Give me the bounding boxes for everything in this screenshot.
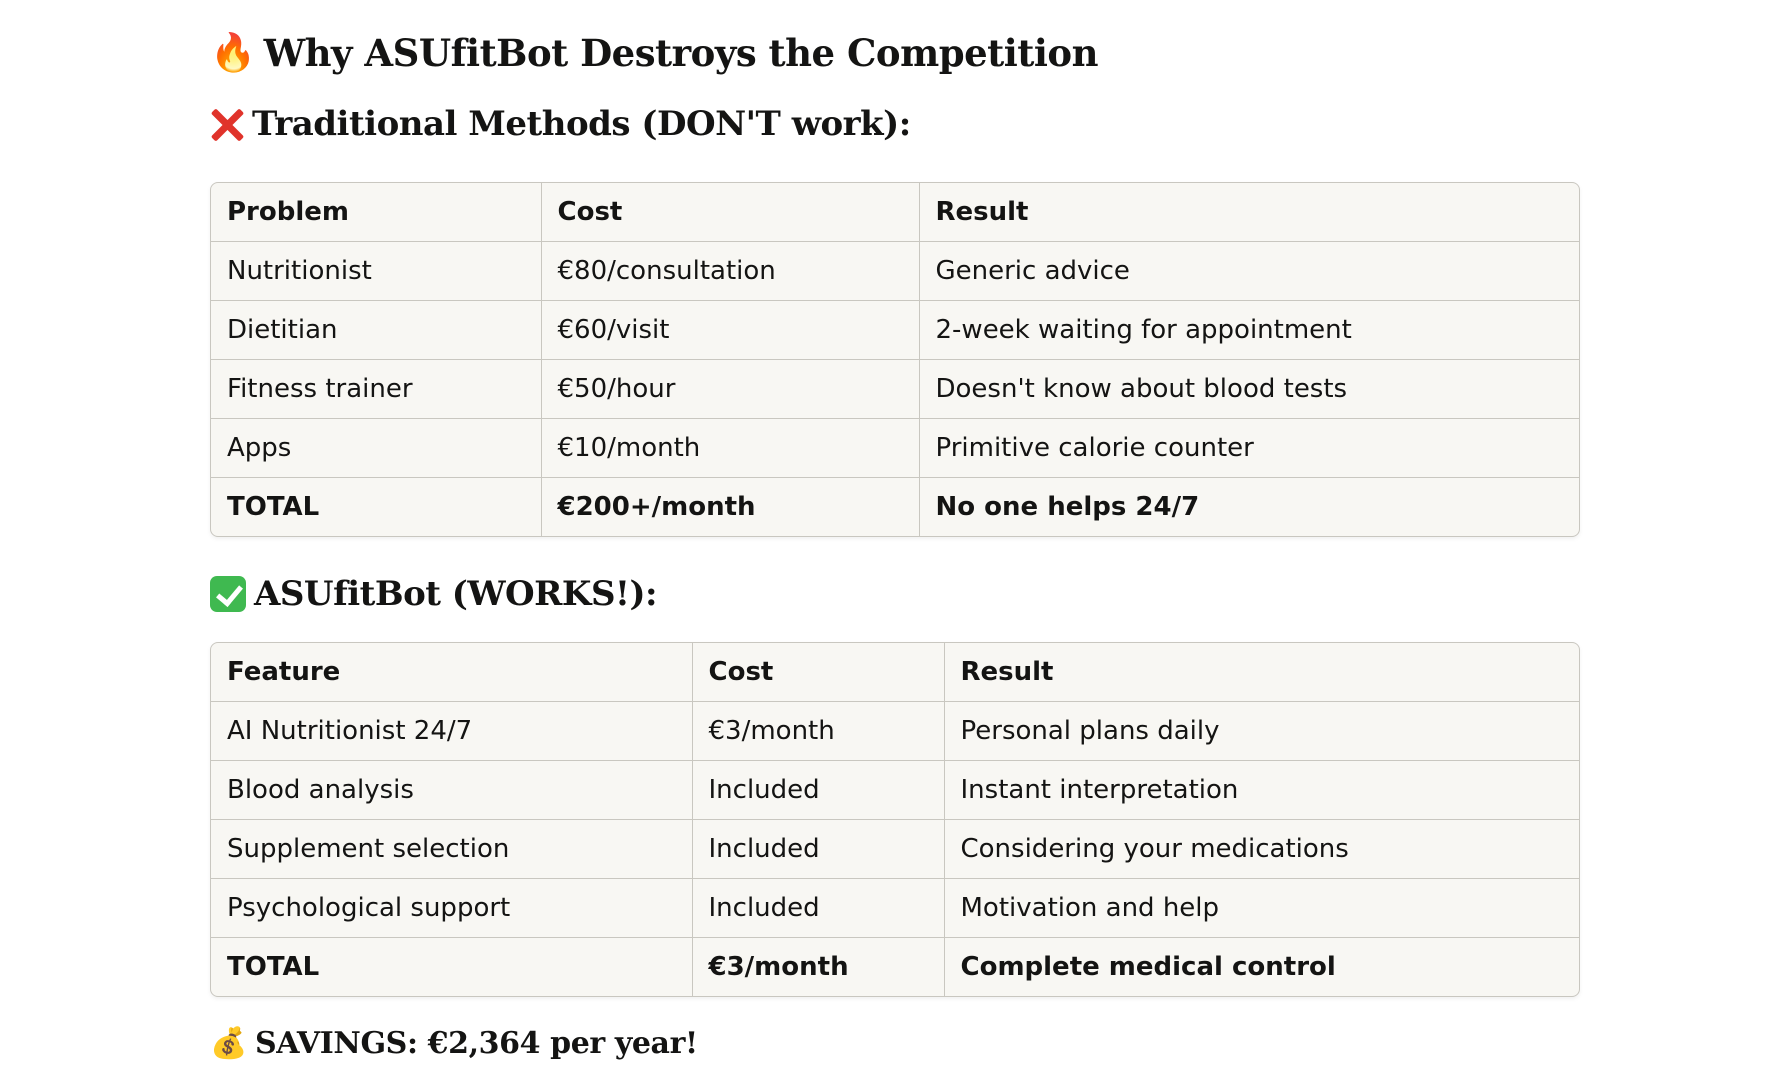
traditional-heading-text: Traditional Methods (DON'T work): (252, 104, 911, 144)
asufitbot-heading-text: ASUfitBot (WORKS!): (254, 574, 658, 614)
table-cell: €3/month (692, 938, 944, 997)
fire-icon: 🔥 (210, 30, 256, 74)
traditional-heading (210, 104, 911, 144)
table-cell: Supplement selection (211, 820, 692, 879)
table-cell: €10/month (541, 419, 919, 478)
table-cell: Instant interpretation (944, 761, 1579, 820)
table-cell: TOTAL (211, 478, 541, 537)
table-row (211, 419, 1579, 478)
table-row (211, 761, 1579, 820)
table-cell: No one helps 24/7 (935, 492, 1200, 522)
check-mark-icon (210, 576, 246, 612)
savings-text: SAVINGS: €2,364 per year! (254, 1026, 698, 1061)
table-cell: Blood analysis (211, 761, 692, 820)
column-header: Feature (211, 643, 692, 702)
table-cell: Doesn't know about blood tests (919, 360, 1579, 419)
savings-line (210, 1026, 698, 1061)
table-row (211, 242, 1579, 301)
table-cell: Fitness trainer (211, 360, 541, 419)
table-total-row (211, 938, 1579, 997)
column-header: Problem (211, 183, 541, 242)
table-cell: TOTAL (211, 938, 692, 997)
traditional-table (210, 182, 1580, 537)
table-cell: Apps (211, 419, 541, 478)
table-cell: €200+/month (541, 478, 919, 537)
table-cell: €50/hour (541, 360, 919, 419)
column-header: Cost (541, 183, 919, 242)
table-cell: €60/visit (541, 301, 919, 360)
page-title-text: Why ASUfitBot Destroys the Competition (263, 30, 1098, 75)
table-cell: Psychological support (211, 879, 692, 938)
column-header: Result (944, 643, 1579, 702)
table-header-row (211, 183, 1579, 242)
table-cell: €3/month (692, 702, 944, 761)
table-cell: Included (692, 820, 944, 879)
table-row (211, 360, 1579, 419)
table-cell: Considering your medications (944, 820, 1579, 879)
page-title (210, 30, 1098, 75)
table-cell: AI Nutritionist 24/7 (211, 702, 692, 761)
cross-mark-icon (210, 107, 244, 141)
table-cell: Included (692, 761, 944, 820)
table-cell: Complete medical control (960, 952, 1336, 982)
table-cell: Generic advice (919, 242, 1579, 301)
table-cell: €80/consultation (541, 242, 919, 301)
table-row (211, 879, 1579, 938)
table-cell: Dietitian (211, 301, 541, 360)
table-cell: Motivation and help (944, 879, 1579, 938)
table-row (211, 702, 1579, 761)
table-cell: 2-week waiting for appointment (919, 301, 1579, 360)
table-total-row (211, 478, 1579, 537)
column-header: Cost (692, 643, 944, 702)
table-cell: Personal plans daily (944, 702, 1579, 761)
asufitbot-table (210, 642, 1580, 997)
table-cell: Primitive calorie counter (919, 419, 1579, 478)
table-row (211, 820, 1579, 879)
column-header: Result (919, 183, 1579, 242)
table-cell: Nutritionist (211, 242, 541, 301)
table-cell: Included (692, 879, 944, 938)
table-header-row (211, 643, 1579, 702)
money-bag-icon: 💰 (210, 1026, 247, 1061)
table-row (211, 301, 1579, 360)
asufitbot-heading (210, 574, 657, 614)
